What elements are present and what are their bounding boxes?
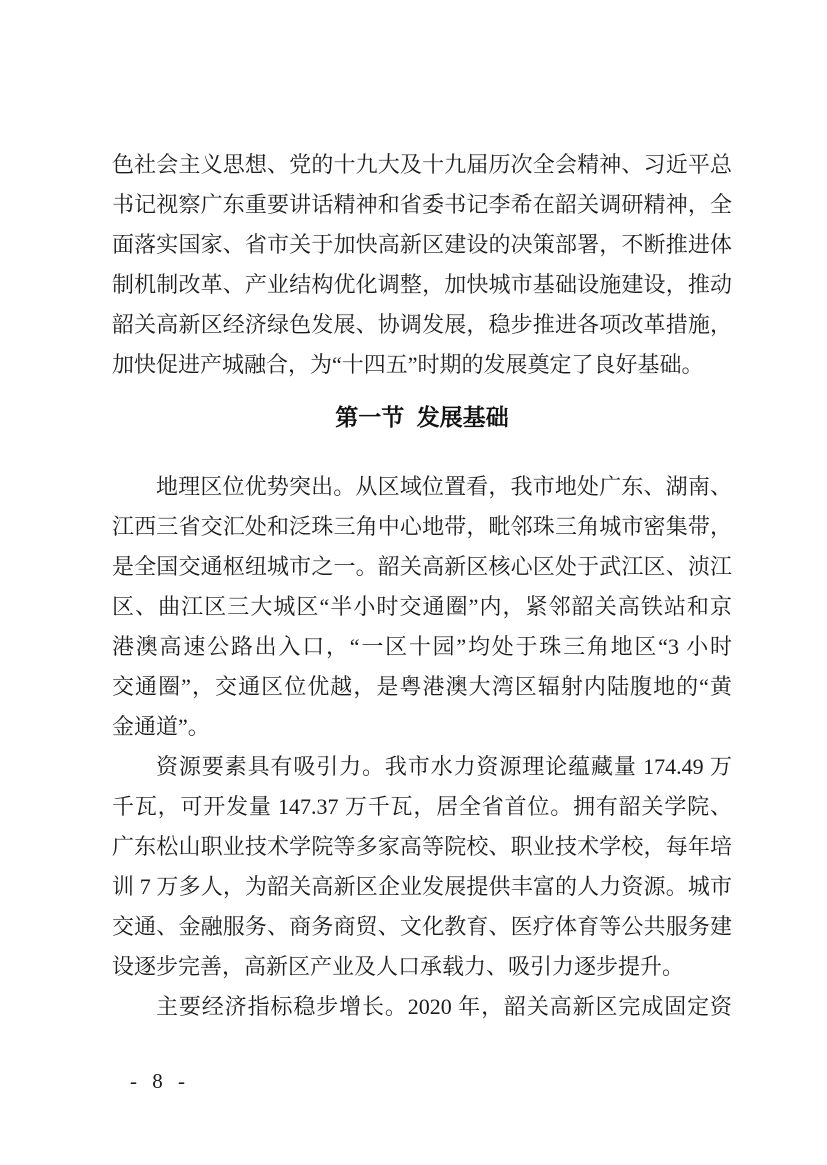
- paragraph-line: 资源要素具有吸引力。我市水力资源理论蕴藏量 174.49 万: [156, 754, 732, 779]
- page-number: - 8 -: [130, 1069, 185, 1093]
- paragraph-line: 交通圈”，交通区位优越，是粤港澳大湾区辐射内陆腹地的“黄: [112, 674, 733, 699]
- paragraph-line: 广东松山职业技术学院等多家高等院校、职业技术学校，每年培: [112, 834, 732, 859]
- paragraph-line: 江西三省交汇处和泛珠三角中心地带，毗邻珠三角城市密集带，: [112, 514, 732, 539]
- paragraph-line: 地理区位优势突出。从区域位置看，我市地处广东、湖南、: [156, 474, 732, 499]
- paragraph-line: 加快促进产城融合，为“十四五”时期的发展奠定了良好基础。: [112, 352, 704, 377]
- paragraph-line: 交通、金融服务、商务商贸、文化教育、医疗体育等公共服务建: [112, 914, 732, 939]
- paragraph-line: 设逐步完善，高新区产业及人口承载力、吸引力逐步提升。: [112, 954, 685, 979]
- paragraph-line: 区、曲江区三大城区“半小时交通圈”内，紧邻韶关高铁站和京: [112, 594, 732, 619]
- paragraph-line: 千瓦，可开发量 147.37 万千瓦，居全省首位。拥有韶关学院、: [112, 794, 732, 819]
- paragraph-line: 港澳高速公路出入口，“一区十园”均处于珠三角地区“3 小时: [112, 634, 732, 659]
- paragraph-line: 书记视察广东重要讲话精神和省委书记李希在韶关调研精神，全: [112, 192, 732, 217]
- paragraph-line: 韶关高新区经济绿色发展、协调发展，稳步推进各项改革措施，: [112, 312, 732, 337]
- paragraph-line: 面落实国家、省市关于加快高新区建设的决策部署，不断推进体: [112, 232, 732, 257]
- document-body: [112, 145, 732, 1027]
- paragraph-line: 是全国交通枢纽城市之一。韶关高新区核心区处于武江区、浈江: [112, 554, 732, 579]
- paragraph-line: 主要经济指标稳步增长。2020 年，韶关高新区完成固定资: [156, 994, 732, 1019]
- section-heading: 第一节 发展基础: [335, 404, 509, 430]
- paragraph-line: 训 7 万多人，为韶关高新区企业发展提供丰富的人力资源。城市: [112, 874, 732, 899]
- paragraph-line: 金通道”。: [112, 714, 210, 739]
- paragraph-line: 色社会主义思想、党的十九大及十九届历次全会精神、习近平总: [112, 152, 732, 177]
- paragraph-line: 制机制改革、产业结构优化调整，加快城市基础设施建设，推动: [112, 272, 732, 297]
